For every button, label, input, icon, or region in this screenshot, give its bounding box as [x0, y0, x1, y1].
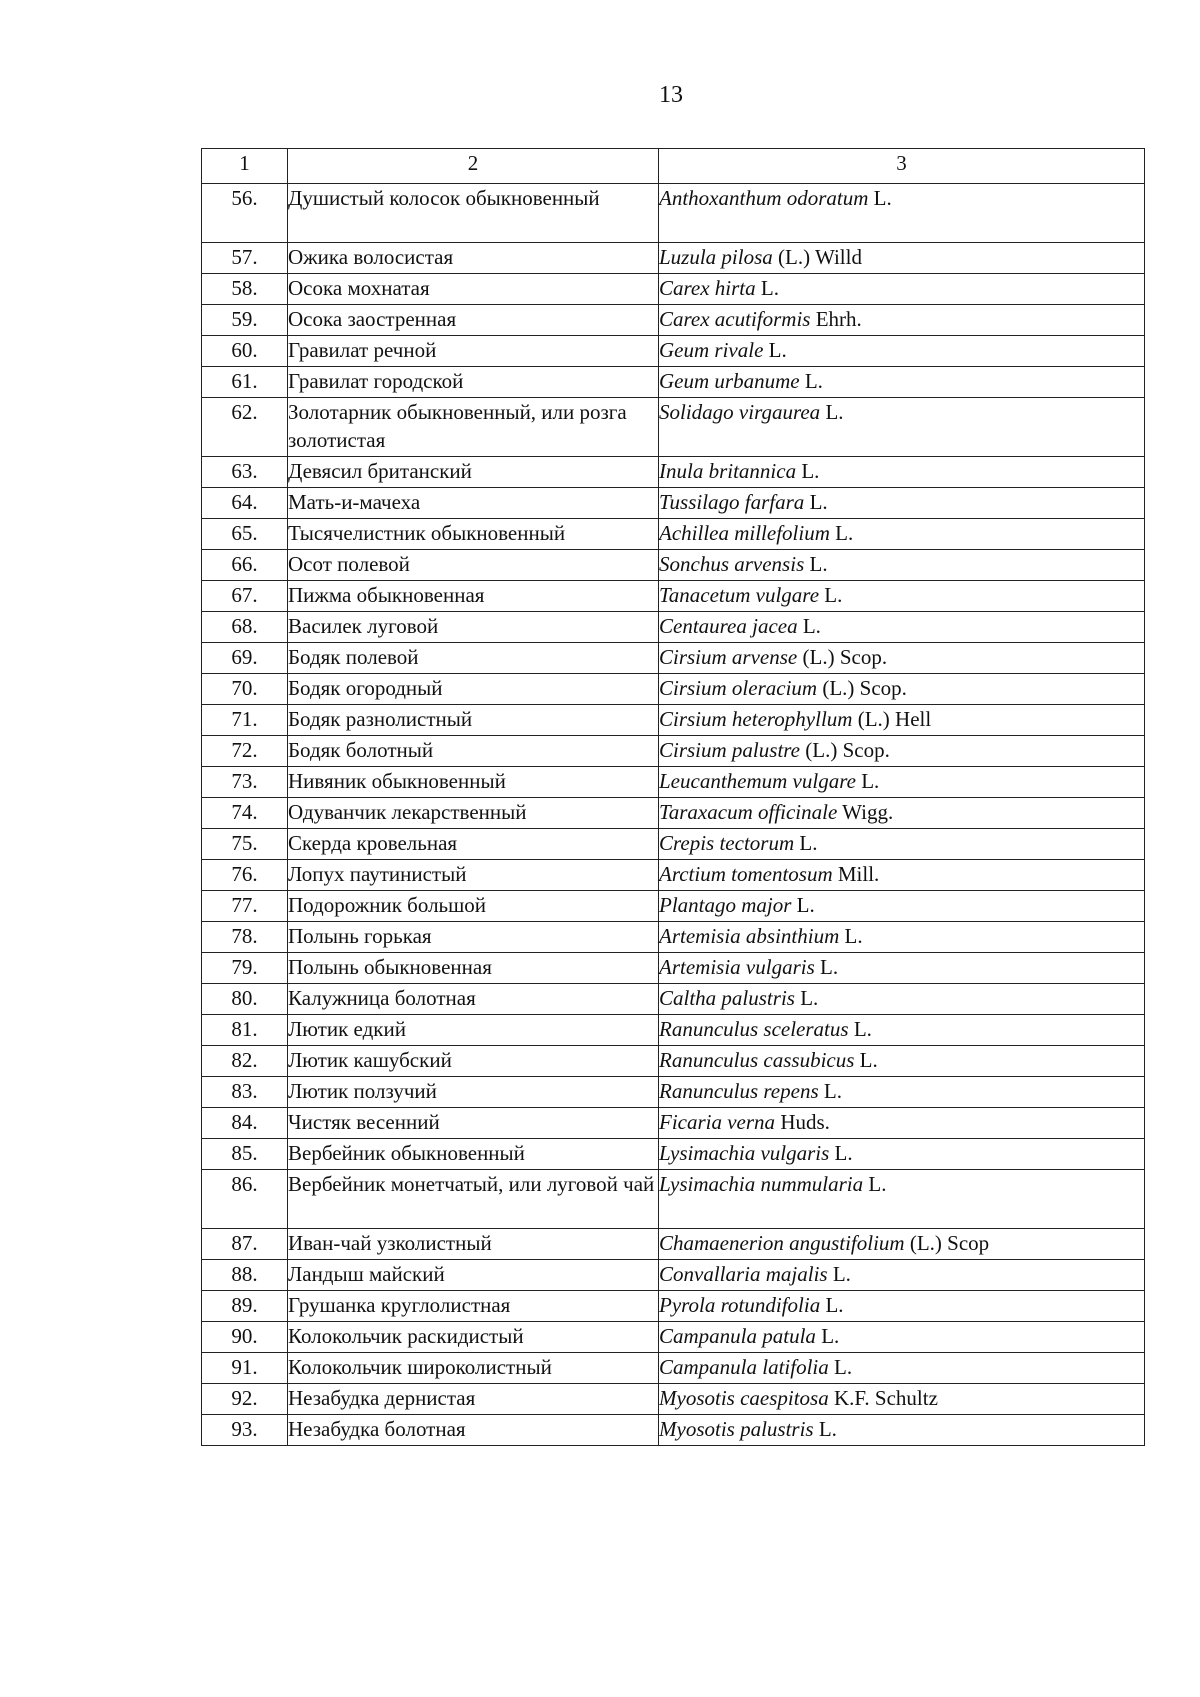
- row-number: 62.: [202, 398, 288, 457]
- latin-name-cell: [659, 1415, 1145, 1446]
- author-citation: L.: [804, 369, 823, 393]
- russian-name: Бодяк разнолистный: [288, 705, 659, 736]
- row-number: 93.: [202, 1415, 288, 1446]
- scientific-name: Caltha palustris: [659, 986, 795, 1010]
- russian-name: Бодяк огородный: [288, 674, 659, 705]
- author-citation: L.: [859, 1048, 878, 1072]
- scientific-name: Cirsium oleracium: [659, 676, 818, 700]
- scientific-name: Cirsium heterophyllum: [659, 707, 853, 731]
- row-number: 67.: [202, 581, 288, 612]
- table-row: [202, 1170, 1145, 1229]
- row-number: 56.: [202, 184, 288, 243]
- row-number: 82.: [202, 1046, 288, 1077]
- russian-name: Золотарник обыкновенный, или розга золотистая: [288, 398, 659, 457]
- russian-name: Лопух паутинистый: [288, 860, 659, 891]
- russian-name: Осока мохнатая: [288, 274, 659, 305]
- scientific-name: Tussilago farfara: [659, 490, 805, 514]
- row-number: 73.: [202, 767, 288, 798]
- row-number: 88.: [202, 1260, 288, 1291]
- latin-name-cell: [659, 367, 1145, 398]
- table-row: [202, 457, 1145, 488]
- latin-name-cell: [659, 829, 1145, 860]
- header-col-1: 1: [202, 149, 288, 184]
- table-row: [202, 398, 1145, 457]
- table-row: [202, 1415, 1145, 1446]
- scientific-name: Geum urbanume: [659, 369, 800, 393]
- russian-name: Осока заостренная: [288, 305, 659, 336]
- scientific-name: Campanula patula: [659, 1324, 816, 1348]
- latin-name-cell: [659, 705, 1145, 736]
- author-citation: L.: [824, 583, 843, 607]
- scientific-name: Taraxacum officinale: [659, 800, 838, 824]
- author-citation: L.: [834, 1141, 853, 1165]
- author-citation: Huds.: [780, 1110, 830, 1134]
- table-row: [202, 643, 1145, 674]
- latin-name-cell: [659, 243, 1145, 274]
- latin-name-cell: [659, 891, 1145, 922]
- russian-name: Осот полевой: [288, 550, 659, 581]
- russian-name: Вербейник обыкновенный: [288, 1139, 659, 1170]
- author-citation: L.: [832, 1262, 851, 1286]
- latin-name-cell: [659, 612, 1145, 643]
- table-row: [202, 1139, 1145, 1170]
- russian-name: Скерда кровельная: [288, 829, 659, 860]
- table-row: [202, 984, 1145, 1015]
- latin-name-cell: [659, 643, 1145, 674]
- latin-name-cell: [659, 1384, 1145, 1415]
- latin-name-cell: [659, 984, 1145, 1015]
- russian-name: Колокольчик широколистный: [288, 1353, 659, 1384]
- russian-name: Ожика волосистая: [288, 243, 659, 274]
- header-col-3: 3: [659, 149, 1145, 184]
- scientific-name: Myosotis caespitosa: [659, 1386, 829, 1410]
- latin-name-cell: [659, 457, 1145, 488]
- author-citation: L.: [825, 1293, 844, 1317]
- russian-name: Душистый колосок обыкновенный: [288, 184, 659, 243]
- scientific-name: Pyrola rotundifolia: [659, 1293, 821, 1317]
- russian-name: Вербейник монетчатый, или луговой чай: [288, 1170, 659, 1229]
- table-row: [202, 184, 1145, 243]
- row-number: 57.: [202, 243, 288, 274]
- scientific-name: Artemisia absinthium: [659, 924, 840, 948]
- row-number: 69.: [202, 643, 288, 674]
- russian-name: Одуванчик лекарственный: [288, 798, 659, 829]
- row-number: 91.: [202, 1353, 288, 1384]
- latin-name-cell: [659, 274, 1145, 305]
- row-number: 61.: [202, 367, 288, 398]
- row-number: 68.: [202, 612, 288, 643]
- row-number: 83.: [202, 1077, 288, 1108]
- table-row: [202, 1108, 1145, 1139]
- latin-name-cell: [659, 1353, 1145, 1384]
- table-row: [202, 1046, 1145, 1077]
- latin-name-cell: [659, 336, 1145, 367]
- latin-name-cell: [659, 581, 1145, 612]
- author-citation: L.: [821, 1324, 840, 1348]
- row-number: 76.: [202, 860, 288, 891]
- table-row: [202, 367, 1145, 398]
- scientific-name: Convallaria majalis: [659, 1262, 828, 1286]
- scientific-name: Ranunculus cassubicus: [659, 1048, 855, 1072]
- russian-name: Девясил британский: [288, 457, 659, 488]
- author-citation: L.: [802, 614, 821, 638]
- author-citation: L.: [834, 1355, 853, 1379]
- author-citation: L.: [820, 955, 839, 979]
- latin-name-cell: [659, 1260, 1145, 1291]
- author-citation: L.: [809, 490, 828, 514]
- table-row: [202, 922, 1145, 953]
- russian-name: Ландыш майский: [288, 1260, 659, 1291]
- author-citation: L.: [853, 1017, 872, 1041]
- russian-name: Незабудка болотная: [288, 1415, 659, 1446]
- row-number: 65.: [202, 519, 288, 550]
- table-row: [202, 519, 1145, 550]
- scientific-name: Luzula pilosa: [659, 245, 773, 269]
- author-citation: Wigg.: [842, 800, 894, 824]
- russian-name: Незабудка дернистая: [288, 1384, 659, 1415]
- table-row: [202, 1353, 1145, 1384]
- row-number: 64.: [202, 488, 288, 519]
- scientific-name: Ranunculus repens: [659, 1079, 819, 1103]
- table-row: [202, 674, 1145, 705]
- author-citation: L.: [799, 831, 818, 855]
- table-row: [202, 767, 1145, 798]
- scientific-name: Chamaenerion angustifolium: [659, 1231, 905, 1255]
- author-citation: L.: [809, 552, 828, 576]
- row-number: 66.: [202, 550, 288, 581]
- author-citation: (L.) Scop: [909, 1231, 990, 1255]
- russian-name: Полынь горькая: [288, 922, 659, 953]
- scientific-name: Ficaria verna: [659, 1110, 776, 1134]
- row-number: 90.: [202, 1322, 288, 1353]
- scientific-name: Artemisia vulgaris: [659, 955, 815, 979]
- author-citation: L.: [823, 1079, 842, 1103]
- scientific-name: Campanula latifolia: [659, 1355, 829, 1379]
- russian-name: Лютик едкий: [288, 1015, 659, 1046]
- scientific-name: Lysimachia vulgaris: [659, 1141, 830, 1165]
- scientific-name: Sonchus arvensis: [659, 552, 805, 576]
- scientific-name: Geum rivale: [659, 338, 764, 362]
- table-row: [202, 274, 1145, 305]
- russian-name: Бодяк полевой: [288, 643, 659, 674]
- scientific-name: Inula britannica: [659, 459, 797, 483]
- scientific-name: Crepis tectorum: [659, 831, 795, 855]
- table-row: [202, 1322, 1145, 1353]
- scientific-name: Anthoxanthum odoratum: [659, 186, 869, 210]
- table-row: [202, 1384, 1145, 1415]
- author-citation: L.: [800, 986, 819, 1010]
- table-row: [202, 488, 1145, 519]
- latin-name-cell: [659, 305, 1145, 336]
- scientific-name: Cirsium palustre: [659, 738, 800, 762]
- table-row: [202, 305, 1145, 336]
- table-row: [202, 336, 1145, 367]
- row-number: 63.: [202, 457, 288, 488]
- scientific-name: Carex acutiformis: [659, 307, 811, 331]
- table-row: [202, 1291, 1145, 1322]
- author-citation: L.: [760, 276, 779, 300]
- table-row: [202, 829, 1145, 860]
- russian-name: Пижма обыкновенная: [288, 581, 659, 612]
- author-citation: L.: [844, 924, 863, 948]
- russian-name: Полынь обыкновенная: [288, 953, 659, 984]
- scientific-name: Centaurea jacea: [659, 614, 798, 638]
- russian-name: Василек луговой: [288, 612, 659, 643]
- row-number: 71.: [202, 705, 288, 736]
- row-number: 72.: [202, 736, 288, 767]
- author-citation: L.: [768, 338, 787, 362]
- latin-name-cell: [659, 922, 1145, 953]
- scientific-name: Myosotis palustris: [659, 1417, 814, 1441]
- latin-name-cell: [659, 1170, 1145, 1229]
- author-citation: (L.) Scop.: [802, 645, 888, 669]
- table-body: [202, 184, 1145, 1446]
- row-number: 80.: [202, 984, 288, 1015]
- author-citation: (L.) Willd: [778, 245, 862, 269]
- author-citation: L.: [873, 186, 892, 210]
- russian-name: Бодяк болотный: [288, 736, 659, 767]
- latin-name-cell: [659, 1139, 1145, 1170]
- table-row: [202, 612, 1145, 643]
- latin-name-cell: [659, 184, 1145, 243]
- scientific-name: Solidago virgaurea: [659, 400, 821, 424]
- author-citation: (L.) Hell: [857, 707, 932, 731]
- table-row: [202, 860, 1145, 891]
- latin-name-cell: [659, 550, 1145, 581]
- table-row: [202, 581, 1145, 612]
- table-row: [202, 953, 1145, 984]
- author-citation: L.: [818, 1417, 837, 1441]
- russian-name: Колокольчик раскидистый: [288, 1322, 659, 1353]
- latin-name-cell: [659, 1046, 1145, 1077]
- table-row: [202, 1015, 1145, 1046]
- russian-name: Мать-и-мачеха: [288, 488, 659, 519]
- scientific-name: Lysimachia nummularia: [659, 1172, 864, 1196]
- latin-name-cell: [659, 1108, 1145, 1139]
- russian-name: Иван-чай узколистный: [288, 1229, 659, 1260]
- author-citation: Ehrh.: [815, 307, 862, 331]
- russian-name: Подорожник большой: [288, 891, 659, 922]
- russian-name: Лютик ползучий: [288, 1077, 659, 1108]
- scientific-name: Carex hirta: [659, 276, 756, 300]
- russian-name: Гравилат городской: [288, 367, 659, 398]
- author-citation: (L.) Scop.: [805, 738, 890, 762]
- latin-name-cell: [659, 1015, 1145, 1046]
- scientific-name: Ranunculus sceleratus: [659, 1017, 849, 1041]
- table-row: [202, 243, 1145, 274]
- header-col-2: 2: [288, 149, 659, 184]
- row-number: 79.: [202, 953, 288, 984]
- row-number: 75.: [202, 829, 288, 860]
- header-row: [202, 149, 1145, 184]
- row-number: 77.: [202, 891, 288, 922]
- latin-name-cell: [659, 1229, 1145, 1260]
- scientific-name: Achillea millefolium: [659, 521, 830, 545]
- russian-name: Грушанка круглолистная: [288, 1291, 659, 1322]
- row-number: 86.: [202, 1170, 288, 1229]
- row-number: 89.: [202, 1291, 288, 1322]
- russian-name: Чистяк весенний: [288, 1108, 659, 1139]
- table-row: [202, 1077, 1145, 1108]
- scientific-name: Plantago major: [659, 893, 792, 917]
- row-number: 78.: [202, 922, 288, 953]
- latin-name-cell: [659, 674, 1145, 705]
- row-number: 70.: [202, 674, 288, 705]
- row-number: 84.: [202, 1108, 288, 1139]
- latin-name-cell: [659, 398, 1145, 457]
- author-citation: L.: [868, 1172, 887, 1196]
- author-citation: L.: [796, 893, 815, 917]
- russian-name: Тысячелистник обыкновенный: [288, 519, 659, 550]
- author-citation: Mill.: [837, 862, 880, 886]
- author-citation: (L.) Scop.: [822, 676, 907, 700]
- author-citation: L.: [835, 521, 854, 545]
- latin-name-cell: [659, 767, 1145, 798]
- table-row: [202, 550, 1145, 581]
- latin-name-cell: [659, 1322, 1145, 1353]
- row-number: 81.: [202, 1015, 288, 1046]
- scientific-name: Tanacetum vulgare: [659, 583, 820, 607]
- latin-name-cell: [659, 953, 1145, 984]
- author-citation: L.: [825, 400, 844, 424]
- latin-name-cell: [659, 1291, 1145, 1322]
- page-number: 13: [659, 82, 683, 108]
- latin-name-cell: [659, 860, 1145, 891]
- latin-name-cell: [659, 798, 1145, 829]
- row-number: 87.: [202, 1229, 288, 1260]
- scientific-name: Leucanthemum vulgare: [659, 769, 856, 793]
- latin-name-cell: [659, 1077, 1145, 1108]
- author-citation: L.: [861, 769, 880, 793]
- author-citation: K.F. Schultz: [833, 1386, 938, 1410]
- row-number: 59.: [202, 305, 288, 336]
- table-row: [202, 1229, 1145, 1260]
- row-number: 58.: [202, 274, 288, 305]
- author-citation: L.: [801, 459, 820, 483]
- latin-name-cell: [659, 736, 1145, 767]
- scientific-name: Cirsium arvense: [659, 645, 798, 669]
- table-row: [202, 891, 1145, 922]
- latin-name-cell: [659, 488, 1145, 519]
- table-row: [202, 736, 1145, 767]
- table-row: [202, 798, 1145, 829]
- russian-name: Гравилат речной: [288, 336, 659, 367]
- row-number: 92.: [202, 1384, 288, 1415]
- table-row: [202, 1260, 1145, 1291]
- row-number: 85.: [202, 1139, 288, 1170]
- russian-name: Нивяник обыкновенный: [288, 767, 659, 798]
- table-row: [202, 705, 1145, 736]
- row-number: 60.: [202, 336, 288, 367]
- russian-name: Калужница болотная: [288, 984, 659, 1015]
- russian-name: Лютик кашубский: [288, 1046, 659, 1077]
- species-table: [201, 148, 1145, 1446]
- scientific-name: Arctium tomentosum: [659, 862, 833, 886]
- row-number: 74.: [202, 798, 288, 829]
- latin-name-cell: [659, 519, 1145, 550]
